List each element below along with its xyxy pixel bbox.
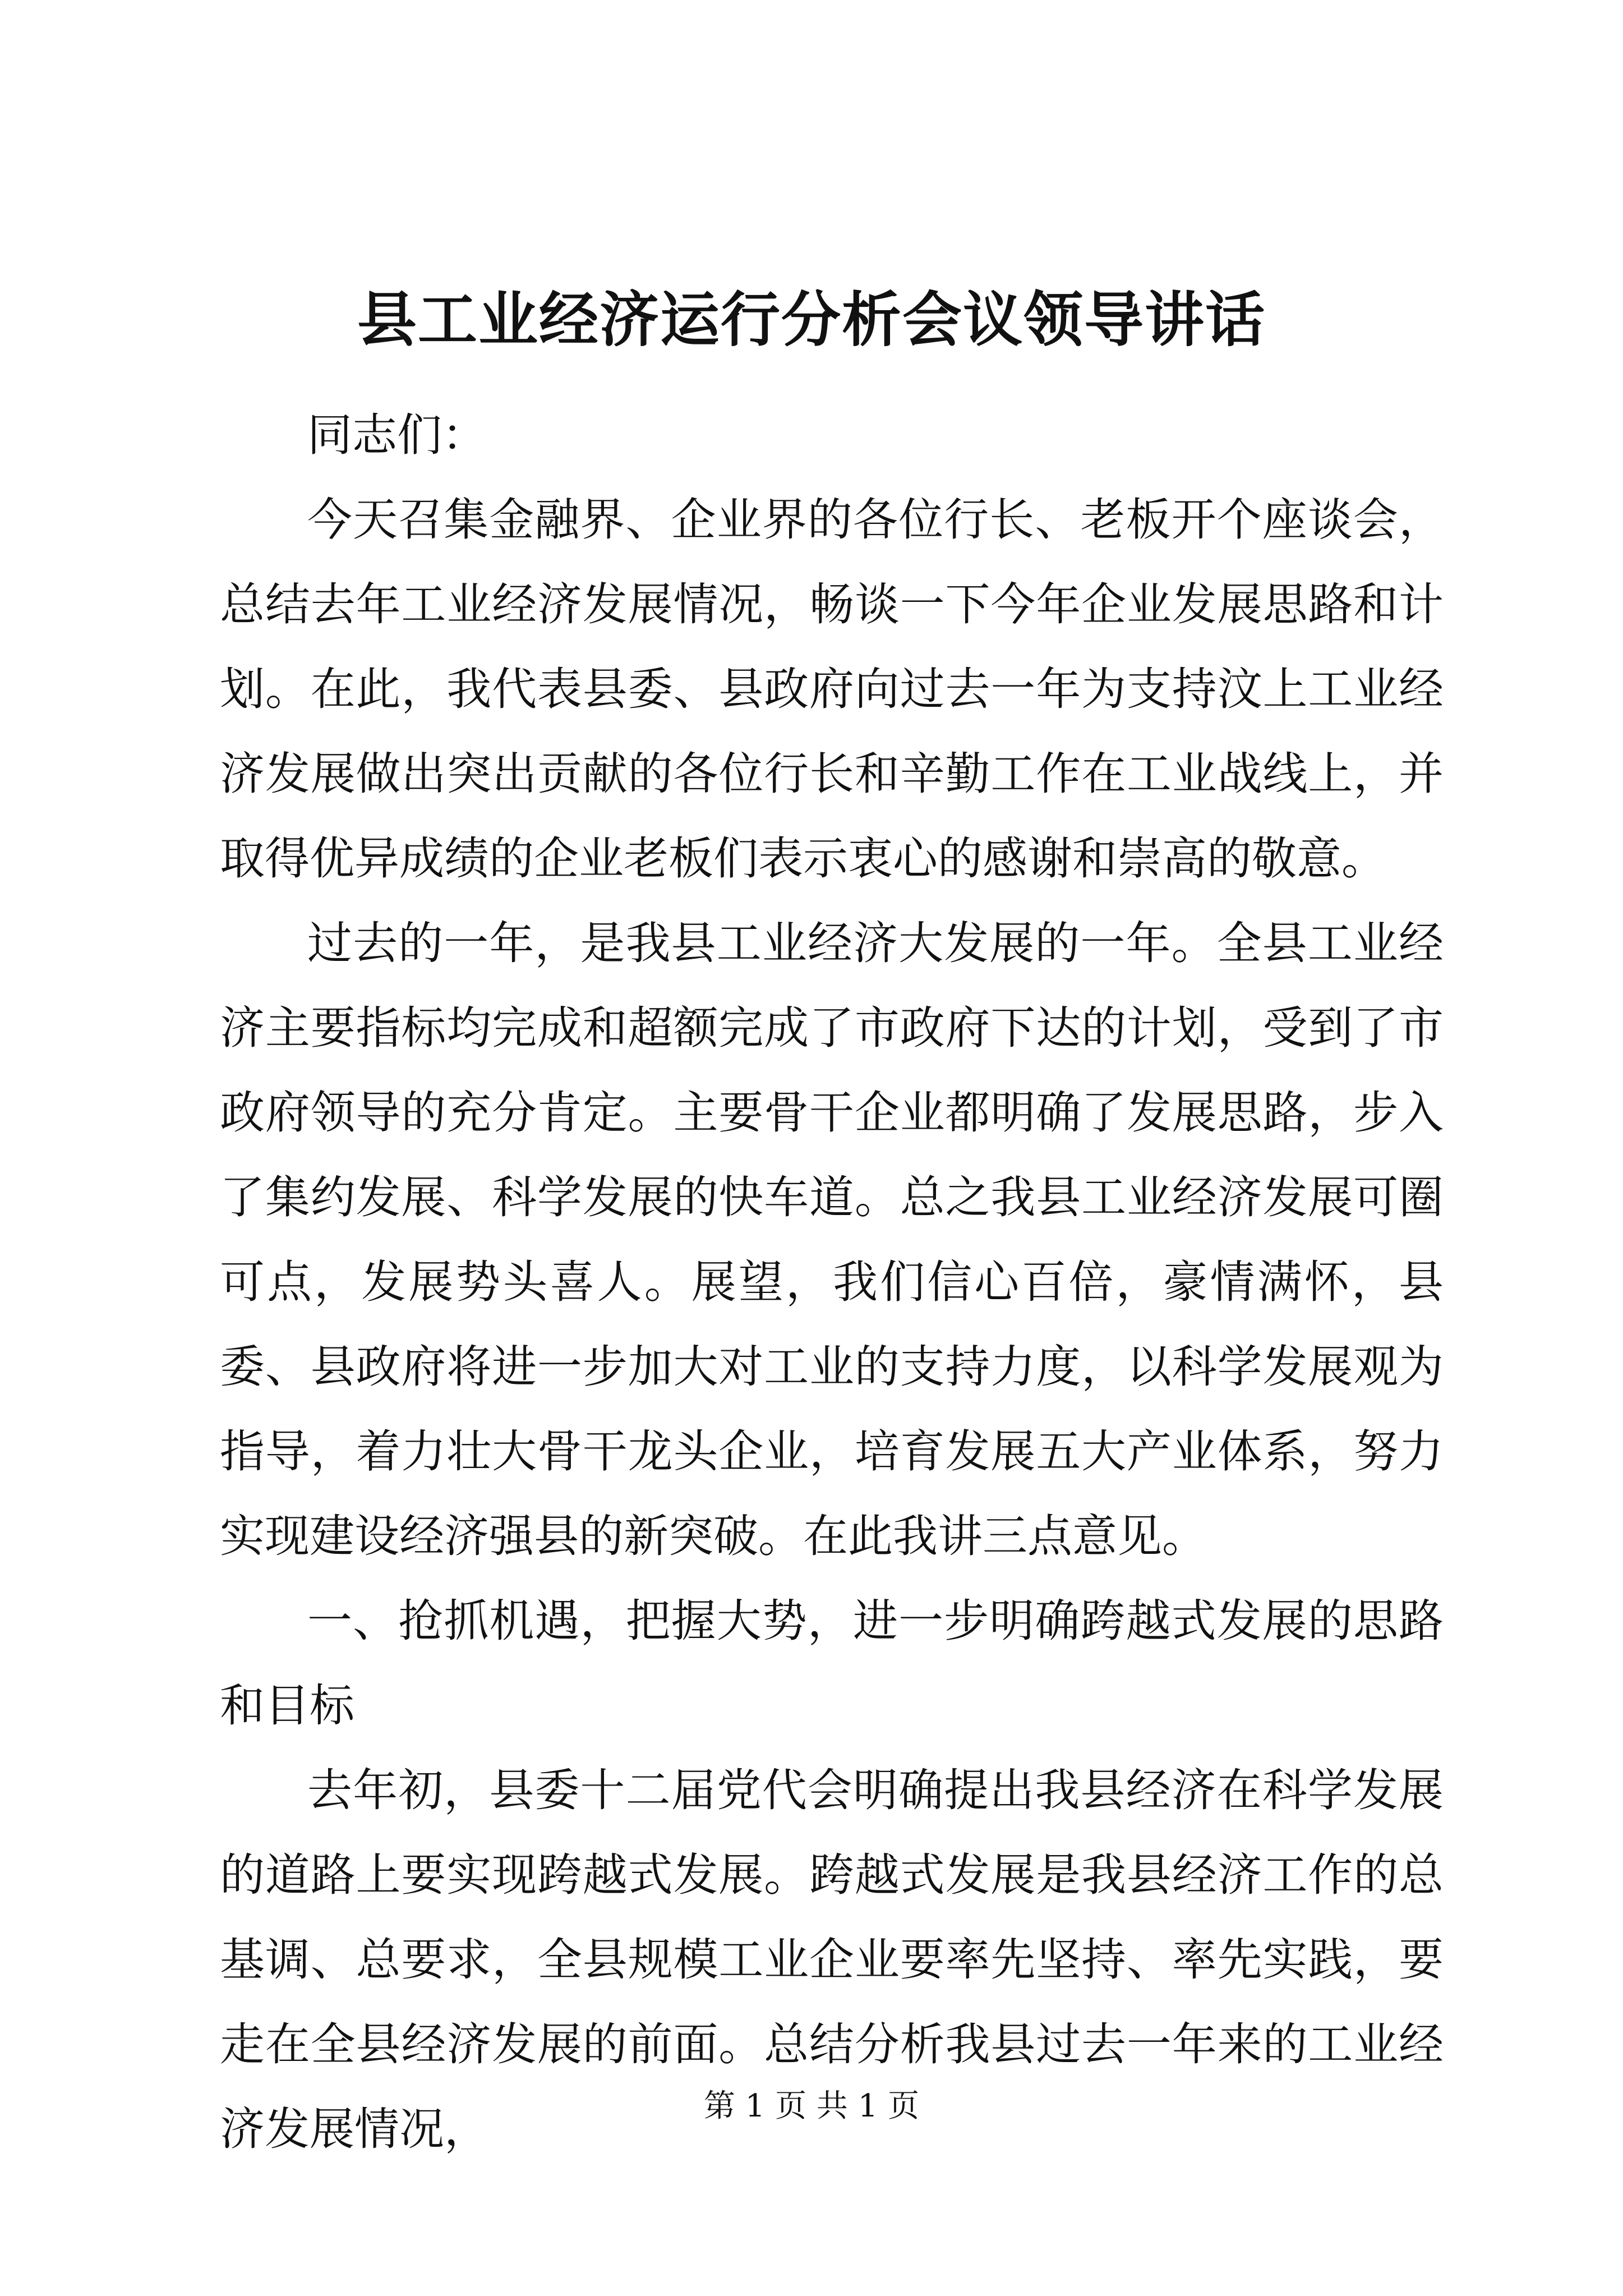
- salutation-paragraph: 同志们：: [307, 409, 487, 461]
- body-paragraph: 去年初，县委十二届党代会明确提出我县经济在科学发展的道路上要实现跨越式发展。跨越式发展是我县经济工作的总基调、总要求，全县规模工业企业要率先坚持、率先实践，要走在全县经济发展的前面。总结分析我县过去一年来的工业经济发展情况，: [220, 1764, 1444, 2155]
- body-paragraph: 过去的一年，是我县工业经济大发展的一年。全县工业经济主要指标均完成和超额完成了市政府下达的计划，受到了市政府领导的充分肯定。主要骨干企业都明确了发展思路，步入了集约发展、科学发展的快车道。总之我县工业经济发展可圈可点，发展势头喜人。展望，我们信心百倍，豪情满怀，县委、县政府将进一步加大对工业的支持力度，以科学发展观为指导，着力壮大骨干龙头企业，培育发展五大产业体系，努力实现建设经济强县的新突破。在此我讲三点意见。: [220, 917, 1444, 1562]
- body-paragraph: 今天召集金融界、企业界的各位行长、老板开个座谈会，总结去年工业经济发展情况，畅谈一下今年企业发展思路和计划。在此，我代表县委、县政府向过去一年为支持汶上工业经济发展做出突出贡献的各位行长和辛勤工作在工业战线上，并取得优异成绩的企业老板们表示衷心的感谢和崇高的敬意。: [220, 494, 1444, 885]
- document-title: 县工业经济运行分析会议领导讲话: [357, 284, 1266, 355]
- page-footer: 第 1 页 共 1 页: [703, 2088, 920, 2124]
- section-heading: 一、抢抓机遇，把握大势，进一步明确跨越式发展的思路和目标: [220, 1595, 1444, 1732]
- document-body: [220, 393, 1444, 2171]
